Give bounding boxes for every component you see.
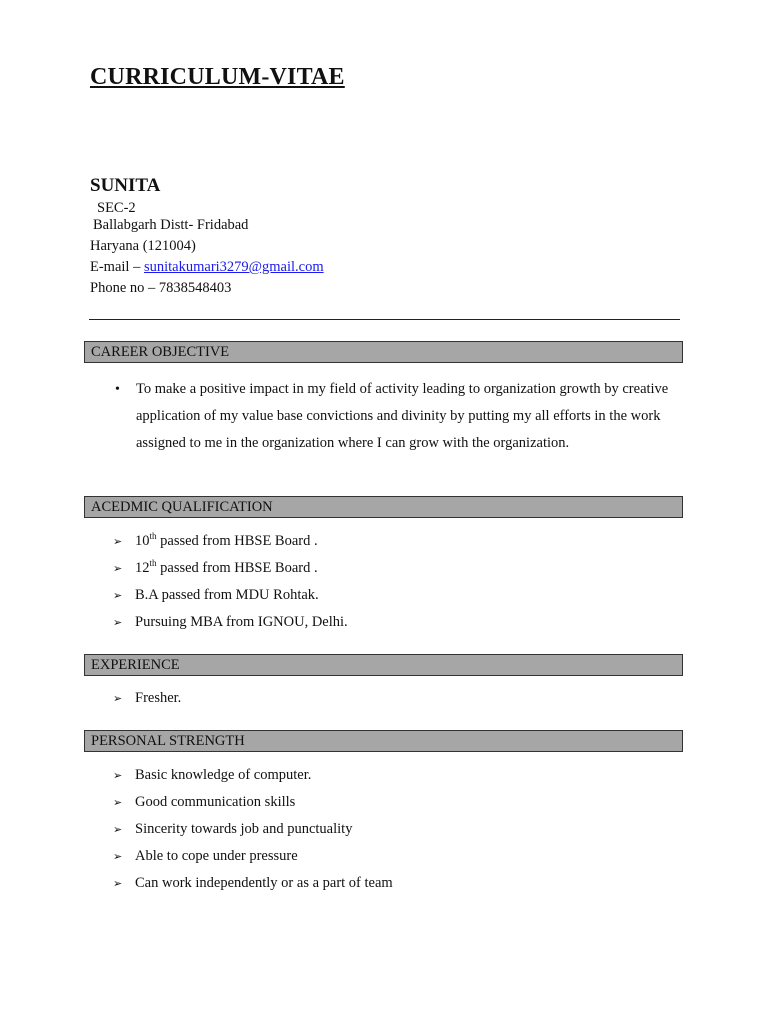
address-line-2: Ballabgarh Distt- Fridabad xyxy=(93,217,249,233)
academic-item-text: 10th passed from HBSE Board . xyxy=(135,531,318,549)
arrowhead-bullet-icon: ➢ xyxy=(113,692,123,705)
email-label: E-mail – xyxy=(90,259,144,275)
address-line-3: Haryana (121004) xyxy=(90,238,196,254)
academic-item-text: Pursuing MBA from IGNOU, Delhi. xyxy=(135,614,348,630)
arrowhead-bullet-icon: ➢ xyxy=(113,769,123,782)
document-title: CURRICULUM-VITAE xyxy=(90,64,345,90)
bullet-dot-icon: • xyxy=(115,382,120,397)
arrowhead-bullet-icon: ➢ xyxy=(113,562,123,575)
arrowhead-bullet-icon: ➢ xyxy=(113,877,123,890)
strength-item-text: Basic knowledge of computer. xyxy=(135,767,312,783)
arrowhead-bullet-icon: ➢ xyxy=(113,535,123,548)
section-heading-academic: ACEDMIC QUALIFICATION xyxy=(84,496,683,518)
arrowhead-bullet-icon: ➢ xyxy=(113,616,123,629)
phone-line xyxy=(90,279,231,297)
strength-item-text: Can work independently or as a part of team xyxy=(135,875,393,891)
address-line-1: SEC-2 xyxy=(97,200,136,216)
section-heading-experience: EXPERIENCE xyxy=(84,654,683,676)
strength-item-text: Able to cope under pressure xyxy=(135,848,298,864)
phone-number: 7838548403 xyxy=(158,280,232,296)
arrowhead-bullet-icon: ➢ xyxy=(113,589,123,602)
career-objective-text: To make a positive impact in my field of activity leading to organization growth by creative application of my value base convictions and divinity by putting my all efforts in the work assigned to me in the organization where I can grow with the organization. xyxy=(136,381,669,451)
header-divider xyxy=(89,319,680,320)
arrowhead-bullet-icon: ➢ xyxy=(113,796,123,809)
strength-item-text: Good communication skills xyxy=(135,794,296,810)
candidate-name: SUNITA xyxy=(90,175,161,196)
email-link[interactable]: sunitakumari3279@gmail.com xyxy=(143,259,324,275)
section-heading-personal-strength: PERSONAL STRENGTH xyxy=(84,730,683,752)
experience-item-text: Fresher. xyxy=(135,690,182,706)
academic-item-text: B.A passed from MDU Rohtak. xyxy=(135,587,319,603)
email-line xyxy=(90,258,324,276)
academic-item-text: 12th passed from HBSE Board . xyxy=(135,558,318,576)
arrowhead-bullet-icon: ➢ xyxy=(113,850,123,863)
arrowhead-bullet-icon: ➢ xyxy=(113,823,123,836)
section-heading-career-objective: CAREER OBJECTIVE xyxy=(84,341,683,363)
phone-label: Phone no – xyxy=(90,280,159,296)
strength-item-text: Sincerity towards job and punctuality xyxy=(135,821,353,837)
